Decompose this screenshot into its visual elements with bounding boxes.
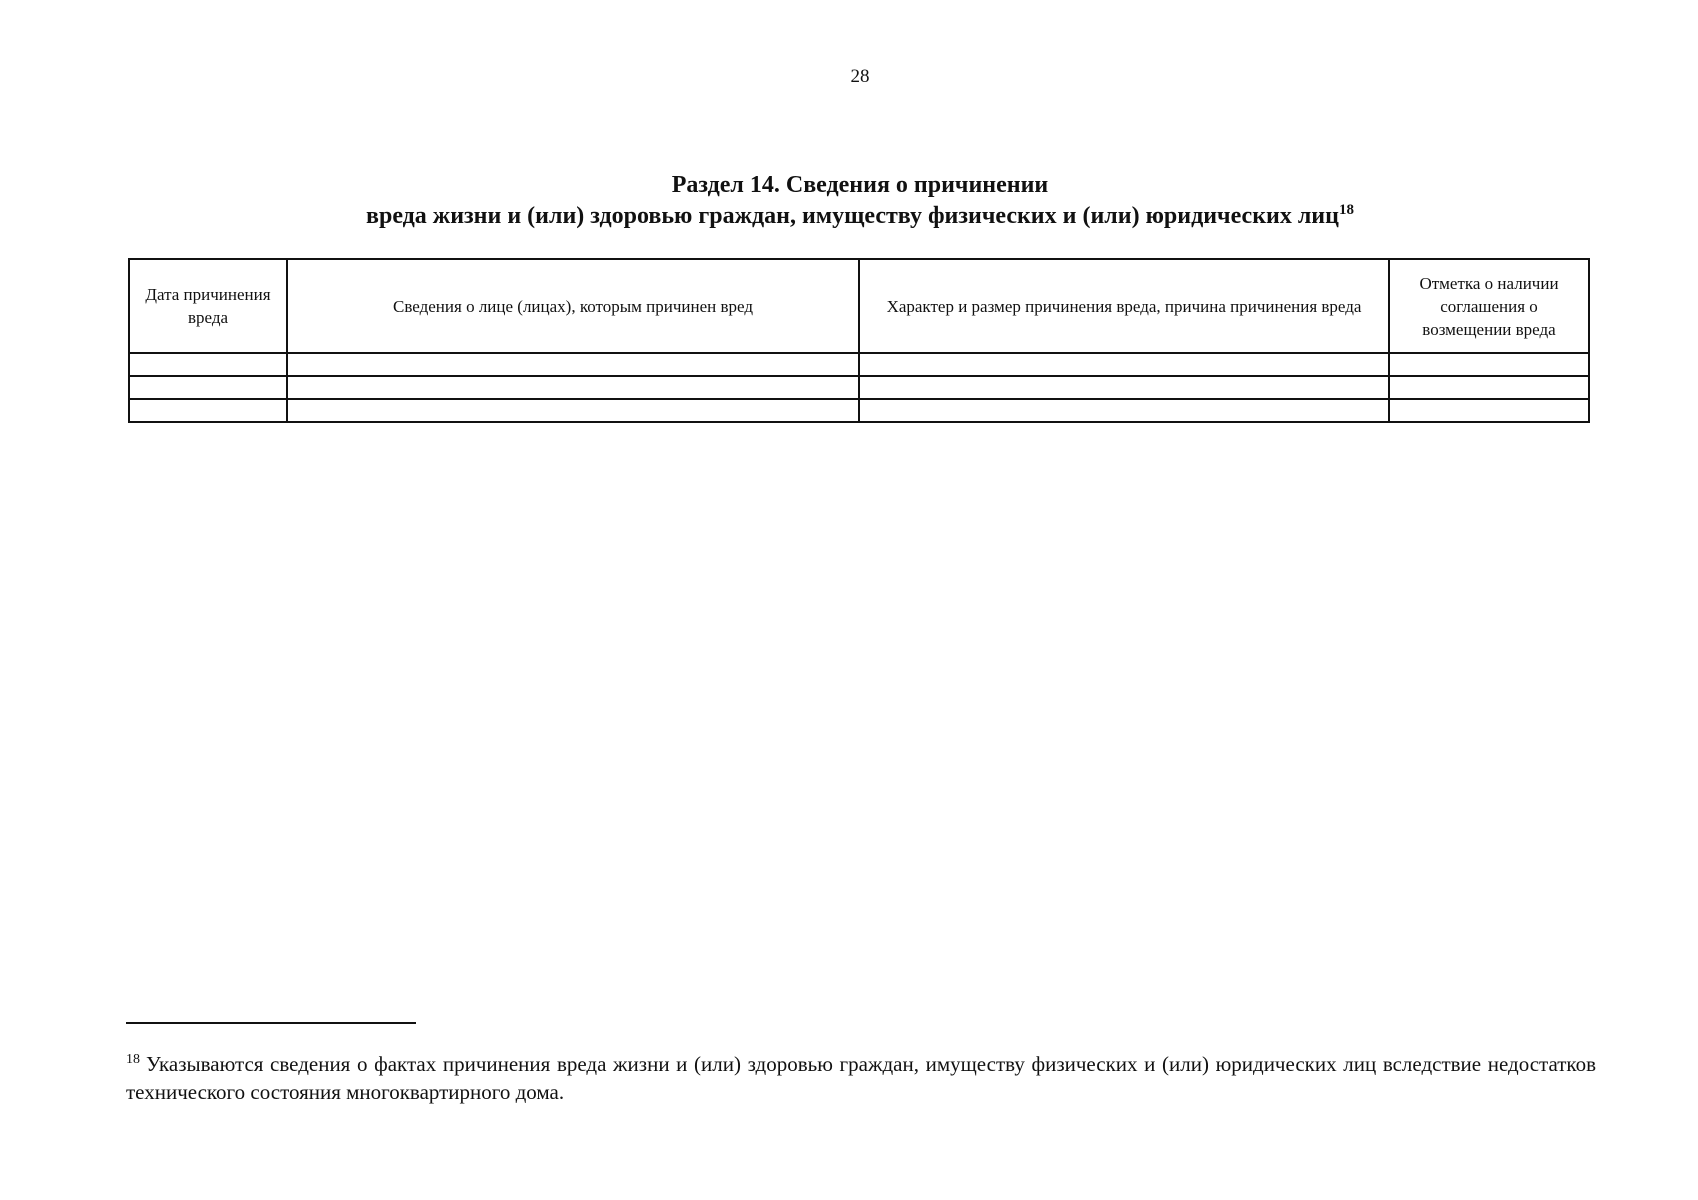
- table-cell: [1389, 353, 1589, 376]
- page-number: 28: [850, 66, 870, 87]
- header-harm-date: Дата причинения вреда: [129, 259, 287, 353]
- section-title-line-2-text: вреда жизни и (или) здоровью граждан, имуществу физических и (или) юридических лиц: [366, 203, 1339, 229]
- title-footnote-ref: 18: [1338, 202, 1354, 218]
- table-cell: [287, 399, 859, 422]
- footnote: [126, 1050, 1596, 1106]
- table-row: [129, 376, 1589, 399]
- table-cell: [129, 399, 287, 422]
- table-cell: [1389, 399, 1589, 422]
- harm-records-table: [128, 258, 1590, 423]
- header-injured-persons: Сведения о лице (лицах), которым причинен вред: [287, 259, 859, 353]
- table-row: [129, 399, 1589, 422]
- table-cell: [859, 399, 1389, 422]
- section-title-line-1: Раздел 14. Сведения о причинении: [671, 172, 1049, 198]
- table-row: [129, 353, 1589, 376]
- footnote-separator: [126, 1022, 416, 1024]
- section-title: [0, 170, 1698, 232]
- table-cell: [129, 376, 287, 399]
- section-title-line-2: [0, 201, 1698, 232]
- table-header-row: [129, 259, 1589, 353]
- header-compensation-agreement: Отметка о наличии соглашения о возмещении вреда: [1389, 259, 1589, 353]
- table-cell: [1389, 376, 1589, 399]
- header-harm-nature: Характер и размер причинения вреда, причина причинения вреда: [859, 259, 1389, 353]
- table-cell: [287, 376, 859, 399]
- footnote-number: 18: [126, 1052, 140, 1067]
- table-cell: [129, 353, 287, 376]
- table-cell: [287, 353, 859, 376]
- table-cell: [859, 353, 1389, 376]
- table-cell: [859, 376, 1389, 399]
- footnote-text: Указываются сведения о фактах причинения вреда жизни и (или) здоровью граждан, имуществу физических и (или) юридических лиц вследствие недостатков технического состояния многоквартирного дома.: [126, 1052, 1596, 1104]
